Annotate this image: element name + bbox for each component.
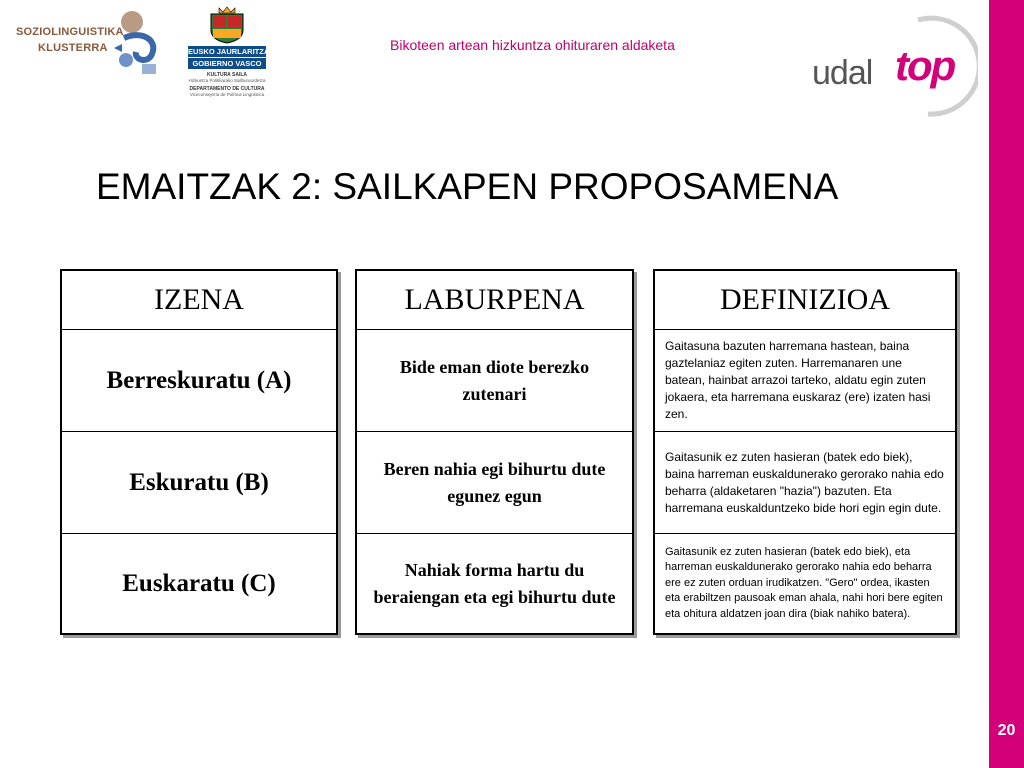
laburpena-row: Bide eman diote berezko zutenari	[357, 329, 632, 431]
laburpena-row: Nahiak forma hartu du beraiengan eta egi bihurtu dute	[357, 533, 632, 633]
top-text: top	[895, 42, 955, 89]
izena-header: IZENA	[154, 283, 244, 316]
izena-row: Eskuratu (B)	[62, 431, 336, 533]
izena-row: Euskaratu (C)	[62, 533, 336, 633]
right-accent-bar	[989, 0, 1024, 768]
laburpena-header: LABURPENA	[404, 283, 585, 316]
gv-line-5: DEPARTAMENTO DE CULTURA	[189, 86, 265, 92]
definizioa-row: Gaitasunik ez zuten hasieran (batek edo biek), baina harreman euskaldunerako gerorako nahia edo beharra (aldaketaren "hazia") bazuten. Eta harremana euskalduntzeko bide hori egin egin dute.	[655, 431, 955, 533]
page-number: 20	[997, 722, 1016, 739]
definizioa-table	[653, 269, 957, 635]
eusko-jaurlaritza-logo	[188, 6, 270, 100]
coat-of-arms-icon	[207, 6, 247, 44]
gv-line-3: KULTURA SAILA	[207, 72, 247, 78]
logo-text-line1: SOZIOLINGUISTIKA	[16, 26, 124, 38]
gv-line-1: EUSKO JAURLARITZA	[188, 47, 270, 56]
header-title: Bikoteen artean hizkuntza ohituraren aldaketa	[390, 37, 675, 53]
laburpena-row: Beren nahia egi bihurtu dute egunez egun	[357, 431, 632, 533]
definizioa-row: Gaitasunik ez zuten hasieran (batek edo biek), eta harreman euskaldunerako gerorako nahia edo beharra ere ez zuten orduan irudikatzen. "Gero" ordea, ikasten eta erabiltzen pausoak eman ahala, nahi hori bere egiten eta ohitura aldatzen joan dira (biak nahiko batera).	[655, 533, 955, 633]
gv-line-2: GOBIERNO VASCO	[188, 58, 266, 69]
gv-line-6: Viceconsejería de Política Lingüística	[189, 92, 265, 97]
laburpena-table	[355, 269, 634, 635]
udaltop-logo	[808, 14, 978, 118]
page-title: EMAITZAK 2: SAILKAPEN PROPOSAMENA	[96, 166, 839, 207]
gv-line-4: Hizkuntza Politikarako Sailburuordetza	[188, 78, 266, 83]
logo-text-line2: KLUSTERRA	[38, 42, 108, 54]
soziolinguistika-klusterra-logo	[14, 8, 164, 80]
definizioa-row: Gaitasuna bazuten harremana hastean, baina gaztelaniaz egiten zuten. Harremanaren une batean, hainbat arrazoi tarteko, aldatu egin zuten jokaera, eta harremana euskaraz (ere) izaten hasi zen.	[655, 329, 955, 431]
izena-row: Berreskuratu (A)	[62, 329, 336, 431]
izena-table	[60, 269, 338, 635]
speech-bubble-icon	[112, 8, 164, 78]
definizioa-header: DEFINIZIOA	[720, 283, 890, 316]
udal-text: udal	[812, 54, 873, 92]
